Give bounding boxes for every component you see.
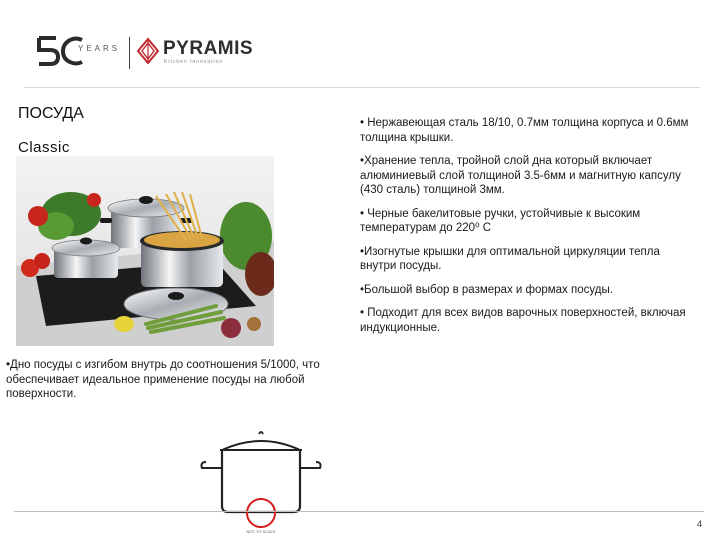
years-label: YEARS [78,44,121,53]
footer-divider [14,511,704,512]
feature-item: •Большой выбор в размерах и формах посуды. [360,283,613,296]
feature-item: • Черные бакелитовые ручки, устойчивые к высоким температурам до 220⁰ C [360,207,641,234]
feature-item: •Изогнутые крышки для оптимальной циркуляции тепла внутри посуды. [360,245,660,272]
cookware-photo [16,156,274,346]
feature-item: • Подходит для всех видов варочных поверхностей, включая индукционные. [360,307,686,334]
diagram-caption: NOT TO SCALE [246,529,276,534]
pyramis-emblem-icon [136,37,160,65]
feature-item: •Хранение тепла, тройной слой дна который включает алюминиевый слой толщиной 3.5-6мм и магнитную капсулу (430 сталь) толщиной 3мм. [360,155,681,196]
page-title: ПОСУДА [18,105,84,122]
header-divider [24,87,700,88]
page-number: 4 [696,519,702,529]
brand-name: PYRAMIS [163,38,254,59]
pot-diagram [196,428,326,536]
bottom-note: •Дно посуды с изгибом внутрь до соотношения 5/1000, что обеспечивает идеальное применение посуды на любой поверхности. [6,359,320,400]
brand-tagline: Kitchen Innovation [164,59,224,65]
page-subtitle: Classic [18,139,70,156]
logo-divider [129,37,130,69]
feature-list [360,116,690,344]
feature-item: • Нержавеющая сталь 18/10, 0.7мм толщина корпуса и 0.6мм толщина крышки. [360,117,689,144]
